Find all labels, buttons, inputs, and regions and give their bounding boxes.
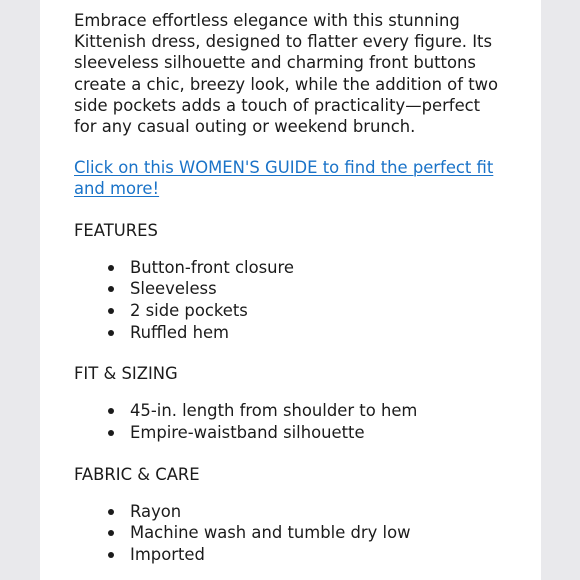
list-item: Ruffled hem [130,322,507,344]
list-item: 2 side pockets [130,300,507,322]
list-item: 45-in. length from shoulder to hem [130,400,507,422]
list-item: Imported [130,544,507,566]
list-item: Sleeveless [130,278,507,300]
product-description-card [40,0,541,580]
list-item: Button-front closure [130,257,507,279]
list-item: Machine wash and tumble dry low [130,522,507,544]
womens-guide-link[interactable]: Click on this WOMEN'S GUIDE to find the perfect fit and more! [74,158,494,199]
description-text: Embrace effortless elegance with this stunning Kittenish dress, designed to flatter every figure. Its sleeveless silhouette and charming front buttons create a chic, breezy look, while the addition of two side pockets adds a touch of practicality—perfect for any casual outing or weekend brunch. [74,11,499,137]
features-list [74,257,507,343]
fabric-care-list [74,501,507,566]
list-item: Empire-waistband silhouette [130,422,507,444]
list-item: Rayon [130,501,507,523]
fabric-care-heading: FABRIC & CARE [74,464,200,484]
features-heading: FEATURES [74,220,158,240]
fit-sizing-list [74,400,507,443]
fit-sizing-heading: FIT & SIZING [74,364,178,384]
